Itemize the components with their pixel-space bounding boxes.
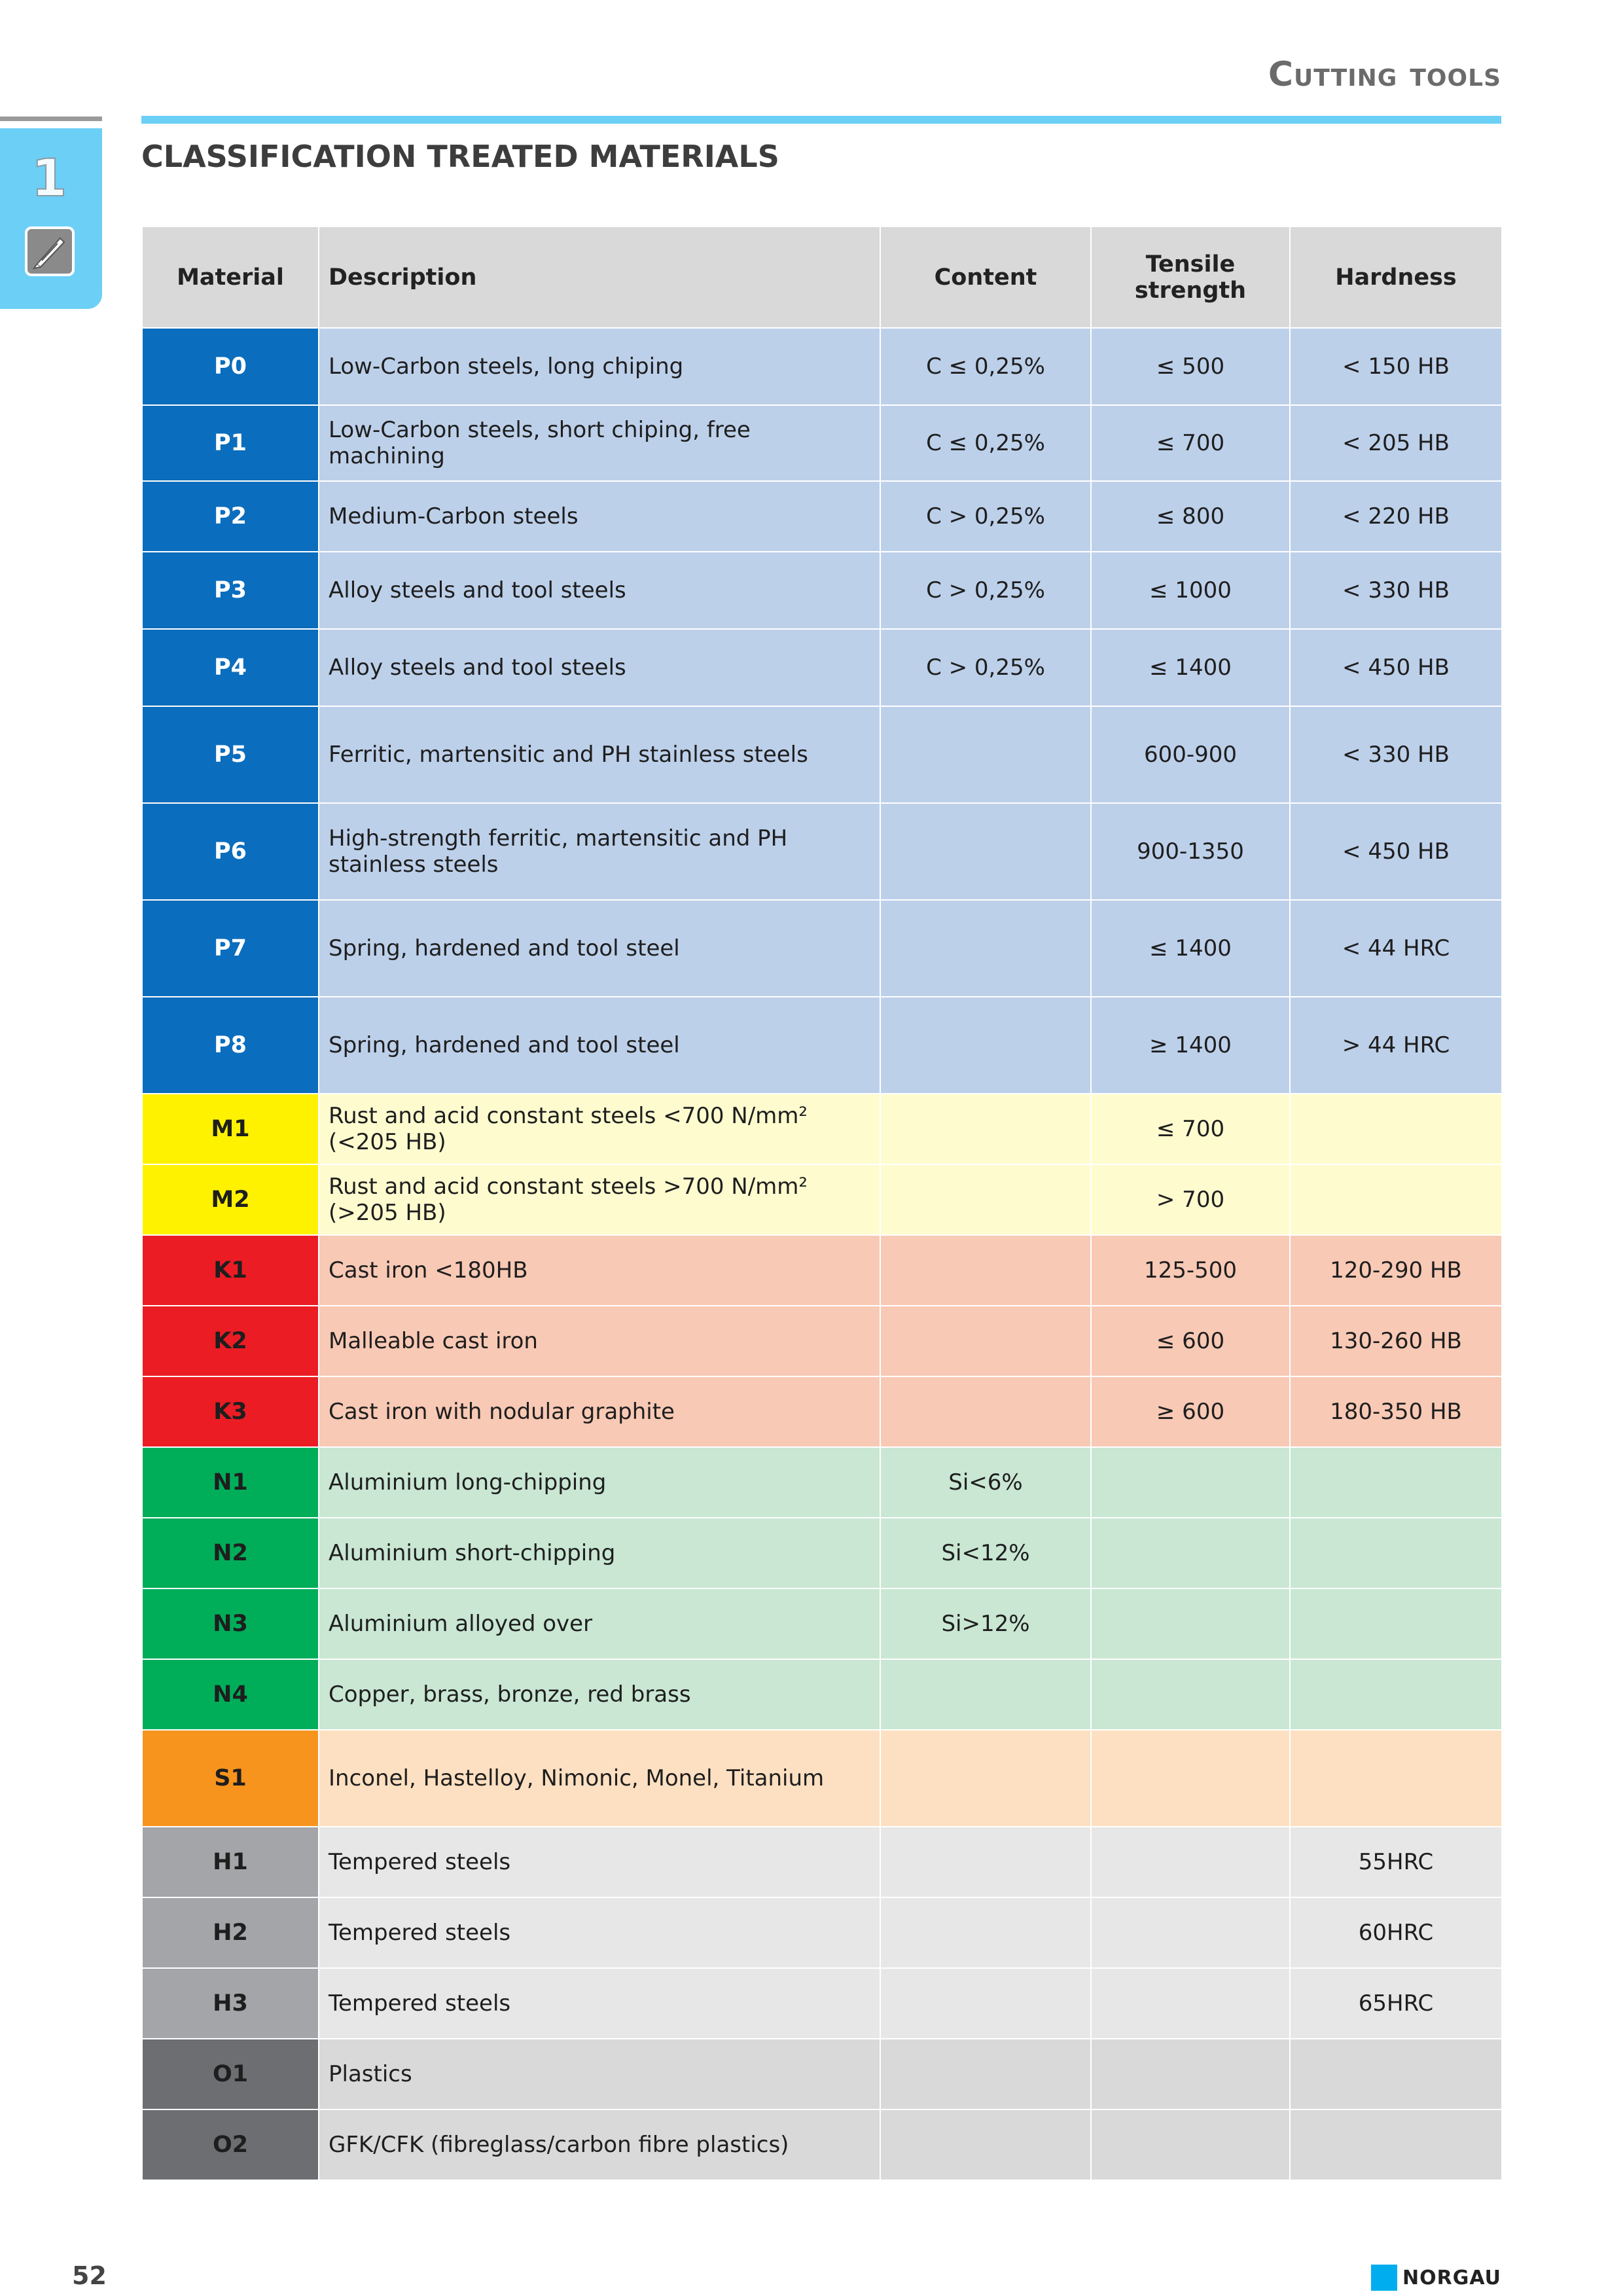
cell-material: S1: [142, 1730, 319, 1827]
cell-description: Tempered steels: [319, 1968, 880, 2039]
cell-tensile-strength: [1091, 1659, 1290, 1730]
table-row: [142, 1447, 1502, 1518]
cell-description: Spring, hardened and tool steel: [319, 900, 880, 997]
cell-hardness: < 44 HRC: [1290, 900, 1502, 997]
cell-content: [880, 1968, 1091, 2039]
cell-tensile-strength: [1091, 1518, 1290, 1588]
table-row: [142, 1235, 1502, 1306]
cell-content: [880, 1827, 1091, 1897]
cell-content: [880, 2109, 1091, 2180]
cell-description: Low-Carbon steels, long chiping: [319, 328, 880, 405]
cell-content: [880, 1094, 1091, 1164]
cell-content: Si<6%: [880, 1447, 1091, 1518]
header-title: Cutting tools: [1268, 55, 1501, 94]
cell-material: P1: [142, 405, 319, 481]
cell-description: Tempered steels: [319, 1897, 880, 1968]
cell-hardness: < 220 HB: [1290, 481, 1502, 552]
cell-content: C > 0,25%: [880, 481, 1091, 552]
table-row: [142, 1376, 1502, 1447]
cell-tensile-strength: ≤ 1400: [1091, 629, 1290, 706]
cell-hardness: < 205 HB: [1290, 405, 1502, 481]
cell-tensile-strength: ≥ 600: [1091, 1376, 1290, 1447]
chapter-tab[interactable]: [0, 128, 102, 309]
cell-tensile-strength: ≤ 1400: [1091, 900, 1290, 997]
cell-tensile-strength: [1091, 1730, 1290, 1827]
cell-description: Medium-Carbon steels: [319, 481, 880, 552]
cell-hardness: 180-350 HB: [1290, 1376, 1502, 1447]
table-row: [142, 2109, 1502, 2180]
table-row: [142, 706, 1502, 803]
cell-tensile-strength: ≤ 800: [1091, 481, 1290, 552]
brand-name: NORGAU: [1402, 2266, 1501, 2289]
cell-content: [880, 803, 1091, 900]
cell-content: C ≤ 0,25%: [880, 405, 1091, 481]
cell-content: Si<12%: [880, 1518, 1091, 1588]
table-row: [142, 1518, 1502, 1588]
cell-material: O2: [142, 2109, 319, 2180]
cell-description: Aluminium alloyed over: [319, 1588, 880, 1659]
brand-square-icon: [1371, 2265, 1397, 2291]
cell-material: P3: [142, 552, 319, 629]
cell-description: GFK/CFK (fibreglass/carbon fibre plastics): [319, 2109, 880, 2180]
cell-tensile-strength: ≤ 1000: [1091, 552, 1290, 629]
table-row: [142, 552, 1502, 629]
cell-tensile-strength: [1091, 1827, 1290, 1897]
cell-material: P7: [142, 900, 319, 997]
table-row: [142, 1588, 1502, 1659]
cell-material: H3: [142, 1968, 319, 2039]
cell-hardness: < 150 HB: [1290, 328, 1502, 405]
cell-tensile-strength: ≤ 700: [1091, 1094, 1290, 1164]
cell-content: [880, 1897, 1091, 1968]
cell-material: P5: [142, 706, 319, 803]
cell-tensile-strength: 900-1350: [1091, 803, 1290, 900]
cell-content: C > 0,25%: [880, 552, 1091, 629]
cell-content: [880, 1235, 1091, 1306]
cell-material: K1: [142, 1235, 319, 1306]
cell-hardness: 65HRC: [1290, 1968, 1502, 2039]
table-row: [142, 629, 1502, 706]
cell-tensile-strength: [1091, 2109, 1290, 2180]
cell-hardness: < 330 HB: [1290, 706, 1502, 803]
brand-logo: [1371, 2265, 1501, 2291]
cell-material: H2: [142, 1897, 319, 1968]
cell-material: P0: [142, 328, 319, 405]
cell-content: [880, 706, 1091, 803]
cell-hardness: < 330 HB: [1290, 552, 1502, 629]
column-header-tensile-strength: Tensile strength: [1091, 226, 1290, 328]
cell-description: Aluminium long-chipping: [319, 1447, 880, 1518]
cell-content: [880, 1376, 1091, 1447]
cell-tensile-strength: [1091, 2039, 1290, 2109]
cell-description: Alloy steels and tool steels: [319, 552, 880, 629]
cell-material: P8: [142, 997, 319, 1094]
chapter-number: 1: [31, 149, 67, 208]
cell-material: H1: [142, 1827, 319, 1897]
cell-tensile-strength: 600-900: [1091, 706, 1290, 803]
cell-hardness: [1290, 1447, 1502, 1518]
cell-hardness: [1290, 1730, 1502, 1827]
cell-hardness: [1290, 2039, 1502, 2109]
cell-content: [880, 1659, 1091, 1730]
cell-description: Spring, hardened and tool steel: [319, 997, 880, 1094]
cell-material: P6: [142, 803, 319, 900]
table-row: [142, 1730, 1502, 1827]
table-row: [142, 328, 1502, 405]
cell-hardness: [1290, 1094, 1502, 1164]
cell-material: N4: [142, 1659, 319, 1730]
table-row: [142, 1968, 1502, 2039]
cell-tensile-strength: ≤ 600: [1091, 1306, 1290, 1376]
cell-material: K2: [142, 1306, 319, 1376]
cell-material: P4: [142, 629, 319, 706]
cell-description: Tempered steels: [319, 1827, 880, 1897]
cell-material: N2: [142, 1518, 319, 1588]
cell-description: Rust and acid constant steels <700 N/mm² (<205 HB): [319, 1094, 880, 1164]
cell-hardness: [1290, 1588, 1502, 1659]
cell-content: C ≤ 0,25%: [880, 328, 1091, 405]
column-header-description: Description: [319, 226, 880, 328]
cell-description: Plastics: [319, 2039, 880, 2109]
cell-hardness: 55HRC: [1290, 1827, 1502, 1897]
cell-material: M1: [142, 1094, 319, 1164]
table-row: [142, 1897, 1502, 1968]
cell-material: K3: [142, 1376, 319, 1447]
cell-hardness: > 44 HRC: [1290, 997, 1502, 1094]
cell-material: M2: [142, 1164, 319, 1235]
table-row: [142, 997, 1502, 1094]
table-row: [142, 1659, 1502, 1730]
cell-material: N3: [142, 1588, 319, 1659]
table-row: [142, 803, 1502, 900]
cell-description: High-strength ferritic, martensitic and PH stainless steels: [319, 803, 880, 900]
section-title: CLASSIFICATION TREATED MATERIALS: [141, 139, 779, 174]
tab-divider: [0, 117, 102, 121]
cell-description: Aluminium short-chipping: [319, 1518, 880, 1588]
drill-icon: [25, 226, 75, 276]
cell-content: Si>12%: [880, 1588, 1091, 1659]
table-header-row: [142, 226, 1502, 328]
cell-content: [880, 1730, 1091, 1827]
cell-description: Alloy steels and tool steels: [319, 629, 880, 706]
cell-tensile-strength: [1091, 1588, 1290, 1659]
cell-content: [880, 1306, 1091, 1376]
cell-content: [880, 900, 1091, 997]
header-rule: [141, 116, 1501, 124]
table-row: [142, 1164, 1502, 1235]
cell-content: [880, 997, 1091, 1094]
table-row: [142, 900, 1502, 997]
cell-hardness: 130-260 HB: [1290, 1306, 1502, 1376]
cell-description: Inconel, Hastelloy, Nimonic, Monel, Titanium: [319, 1730, 880, 1827]
cell-hardness: < 450 HB: [1290, 803, 1502, 900]
table-row: [142, 1094, 1502, 1164]
table-row: [142, 405, 1502, 481]
cell-hardness: [1290, 1659, 1502, 1730]
cell-content: C > 0,25%: [880, 629, 1091, 706]
cell-tensile-strength: [1091, 1897, 1290, 1968]
cell-content: [880, 2039, 1091, 2109]
column-header-material: Material: [142, 226, 319, 328]
cell-hardness: [1290, 1518, 1502, 1588]
materials-table: [141, 226, 1503, 2181]
cell-description: Copper, brass, bronze, red brass: [319, 1659, 880, 1730]
cell-description: Rust and acid constant steels >700 N/mm² (>205 HB): [319, 1164, 880, 1235]
cell-tensile-strength: ≤ 500: [1091, 328, 1290, 405]
cell-tensile-strength: [1091, 1968, 1290, 2039]
cell-description: Cast iron with nodular graphite: [319, 1376, 880, 1447]
cell-tensile-strength: 125-500: [1091, 1235, 1290, 1306]
table-row: [142, 481, 1502, 552]
column-header-hardness: Hardness: [1290, 226, 1502, 328]
cell-tensile-strength: ≥ 1400: [1091, 997, 1290, 1094]
cell-content: [880, 1164, 1091, 1235]
cell-hardness: [1290, 2109, 1502, 2180]
cell-description: Low-Carbon steels, short chiping, free machining: [319, 405, 880, 481]
cell-tensile-strength: [1091, 1447, 1290, 1518]
table-row: [142, 1827, 1502, 1897]
cell-description: Cast iron <180HB: [319, 1235, 880, 1306]
cell-description: Malleable cast iron: [319, 1306, 880, 1376]
column-header-content: Content: [880, 226, 1091, 328]
table-row: [142, 1306, 1502, 1376]
cell-material: P2: [142, 481, 319, 552]
cell-hardness: 120-290 HB: [1290, 1235, 1502, 1306]
cell-tensile-strength: > 700: [1091, 1164, 1290, 1235]
table-row: [142, 2039, 1502, 2109]
cell-description: Ferritic, martensitic and PH stainless steels: [319, 706, 880, 803]
cell-hardness: < 450 HB: [1290, 629, 1502, 706]
cell-hardness: 60HRC: [1290, 1897, 1502, 1968]
cell-hardness: [1290, 1164, 1502, 1235]
cell-material: O1: [142, 2039, 319, 2109]
cell-tensile-strength: ≤ 700: [1091, 405, 1290, 481]
page-number: 52: [72, 2261, 107, 2290]
cell-material: N1: [142, 1447, 319, 1518]
